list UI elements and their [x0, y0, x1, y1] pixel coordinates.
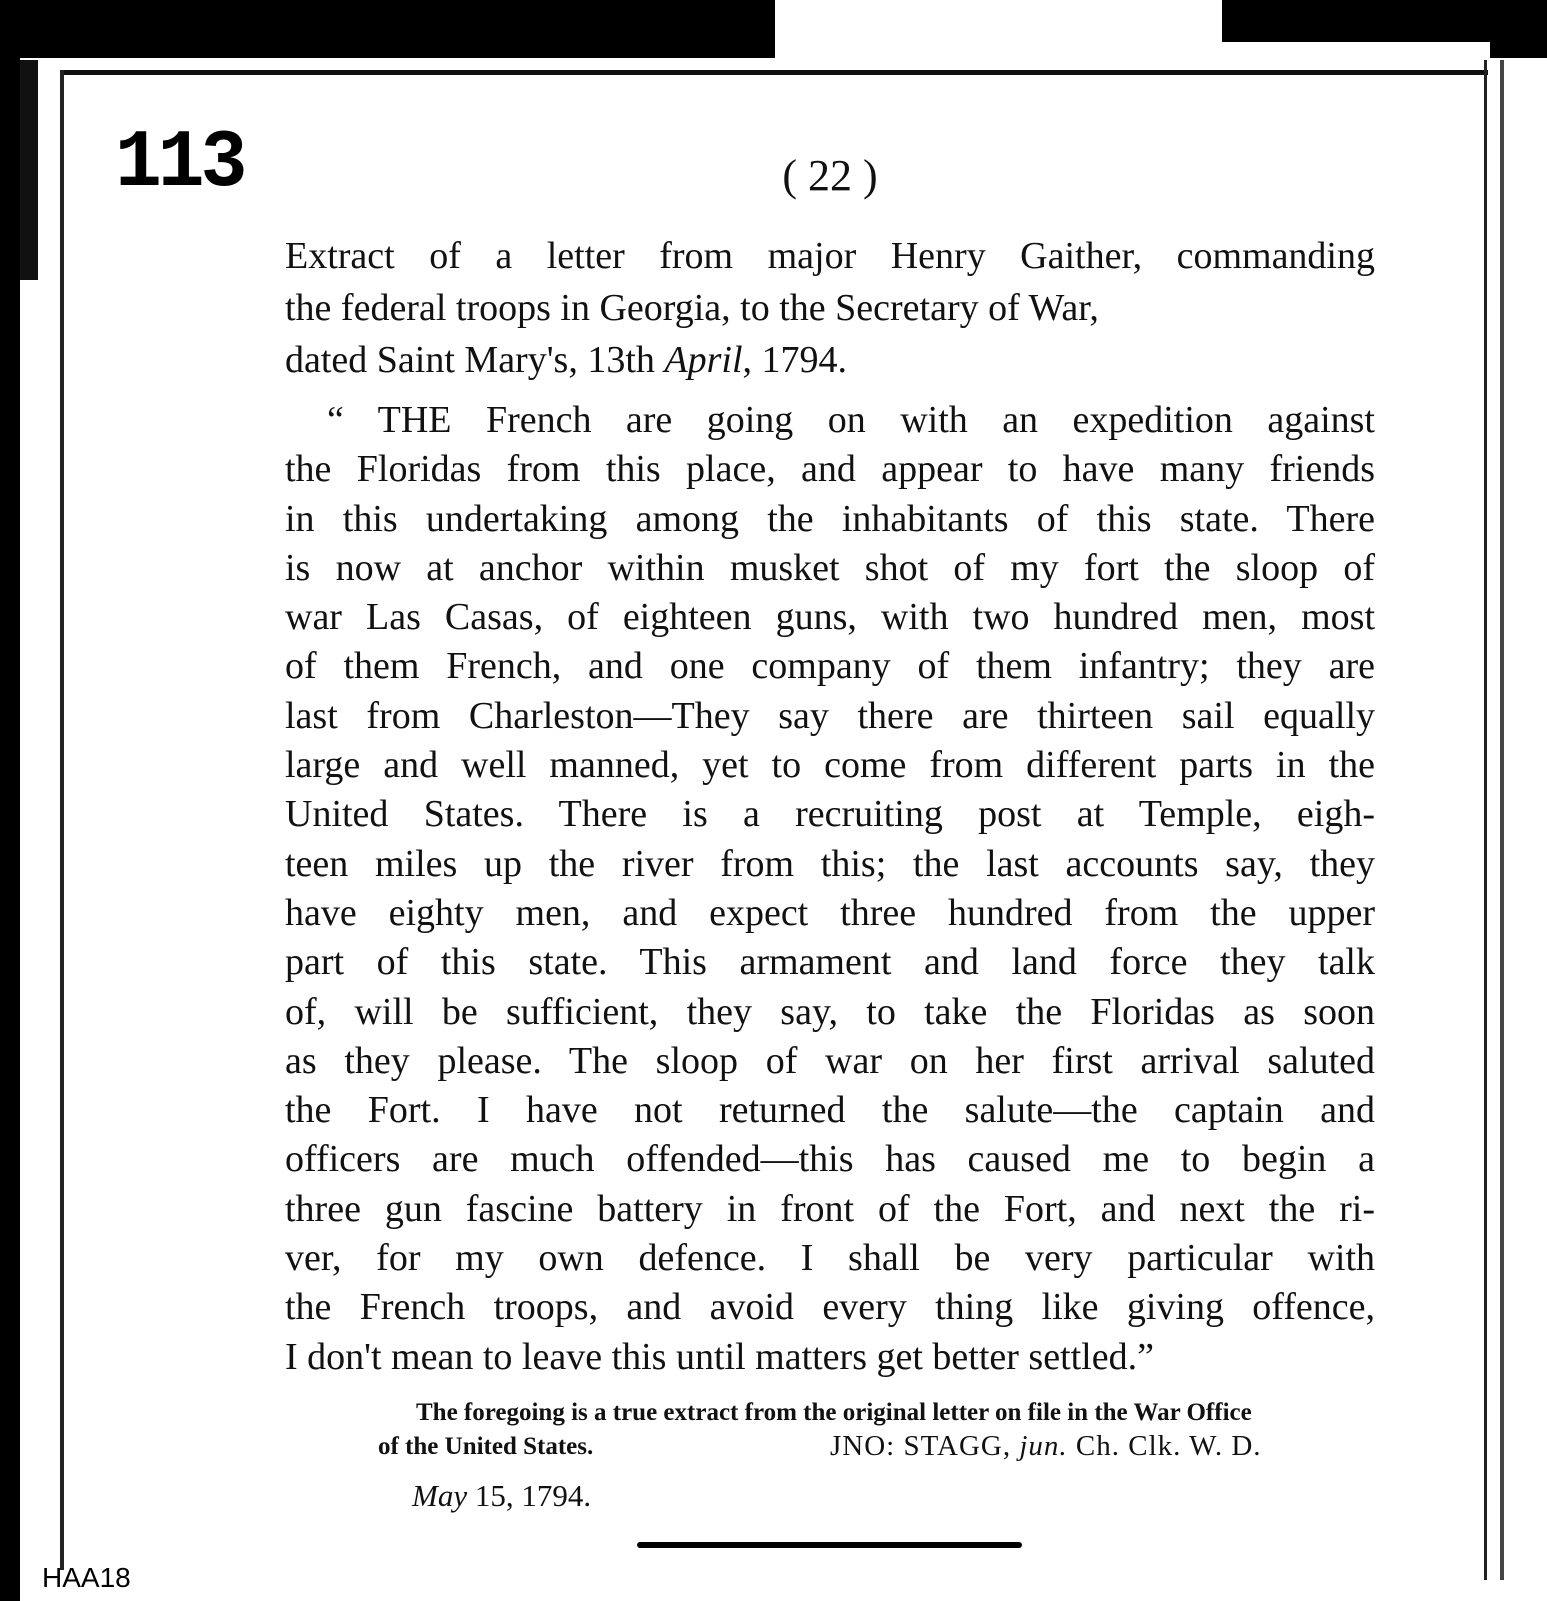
heading-line-2: the federal troops in Georgia, to the Secretary of War,: [285, 287, 1099, 329]
text-line: large and well manned, yet to come from different parts in the: [285, 744, 1375, 787]
scan-border-top-right: [1222, 0, 1547, 42]
text-line: in this undertaking among the inhabitants of this state. There: [285, 497, 1375, 540]
heading-date-month: April: [664, 339, 743, 381]
text-line: is now at anchor within musket shot of my fort the sloop of: [285, 546, 1375, 589]
text-line: “ THE French are going on with an expedition against: [327, 399, 1375, 441]
text-line: have eighty men, and expect three hundred from the upper: [285, 891, 1375, 934]
heading-line-1: Extract of a letter from major Henry Gaither, commanding: [285, 235, 1375, 277]
text-line: of, will be sufficient, they say, to take the Floridas as soon: [285, 990, 1375, 1033]
text-line: of them French, and one company of them infantry; they are: [285, 645, 1375, 688]
text-line: war Las Casas, of eighteen guns, with two hundred men, most: [285, 596, 1375, 639]
certification-line-1: The foregoing is a true extract from the original letter on file in the War Office: [416, 1399, 1252, 1426]
text-line: ver, for my own defence. I shall be very particular with: [285, 1237, 1375, 1280]
letter-heading: [285, 230, 1375, 386]
scan-border-top-right-step: [1490, 40, 1547, 58]
signature-jun: jun.: [1019, 1430, 1068, 1462]
heading-date-prefix: dated Saint Mary's, 13th: [285, 339, 665, 381]
text-line: last from Charleston—They say there are thirteen sail equally: [285, 694, 1375, 737]
text-line: the French troops, and avoid every thing like giving offence,: [285, 1286, 1375, 1329]
text-line: I don't mean to leave this until matters get better settled.”: [285, 1335, 1154, 1378]
text-line: as they please. The sloop of war on her first arrival saluted: [285, 1039, 1375, 1082]
signature-date: [412, 1478, 591, 1514]
text-line: officers are much offended—this has caused me to begin a: [285, 1138, 1375, 1181]
page-edge-top: [60, 70, 1488, 75]
signature-date-month: May: [412, 1478, 468, 1513]
text-line: part of this state. This armament and land force they talk: [285, 941, 1375, 984]
page-edge-right-fringe: [1500, 60, 1504, 1580]
heading-date-suffix: , 1794.: [742, 339, 848, 381]
text-line: the Fort. I have not returned the salute—the captain and: [285, 1089, 1375, 1132]
closing-rule: [637, 1542, 1022, 1548]
letter-text: [285, 396, 1375, 1382]
scan-border-top-left: [0, 0, 775, 58]
signature-date-rest: 15, 1794.: [467, 1478, 592, 1513]
signature: [830, 1430, 1262, 1463]
page-edge-left: [60, 70, 64, 1570]
scan-border-left: [0, 58, 20, 1601]
page-number: ( 22 ): [782, 151, 878, 200]
document-body: [285, 230, 1375, 1382]
text-line: three gun fascine battery in front of the Fort, and next the ri-: [285, 1187, 1375, 1230]
archive-code-label: HAA18: [42, 1562, 131, 1593]
page-edge-right: [1484, 60, 1487, 1580]
signature-name: JNO: STAGG,: [830, 1430, 1020, 1462]
text-line: United States. There is a recruiting post at Temple, eigh-: [285, 793, 1375, 836]
signature-title: Ch. Clk. W. D.: [1067, 1430, 1262, 1462]
certification-line-2: of the United States.: [378, 1433, 594, 1460]
text-line: the Floridas from this place, and appear to have many friends: [285, 448, 1375, 491]
archive-stamp-number: 113: [115, 117, 244, 211]
text-line: teen miles up the river from this; the last accounts say, they: [285, 842, 1375, 885]
scan-border-left-inner: [20, 60, 38, 280]
heading-line-3: [285, 334, 1375, 386]
